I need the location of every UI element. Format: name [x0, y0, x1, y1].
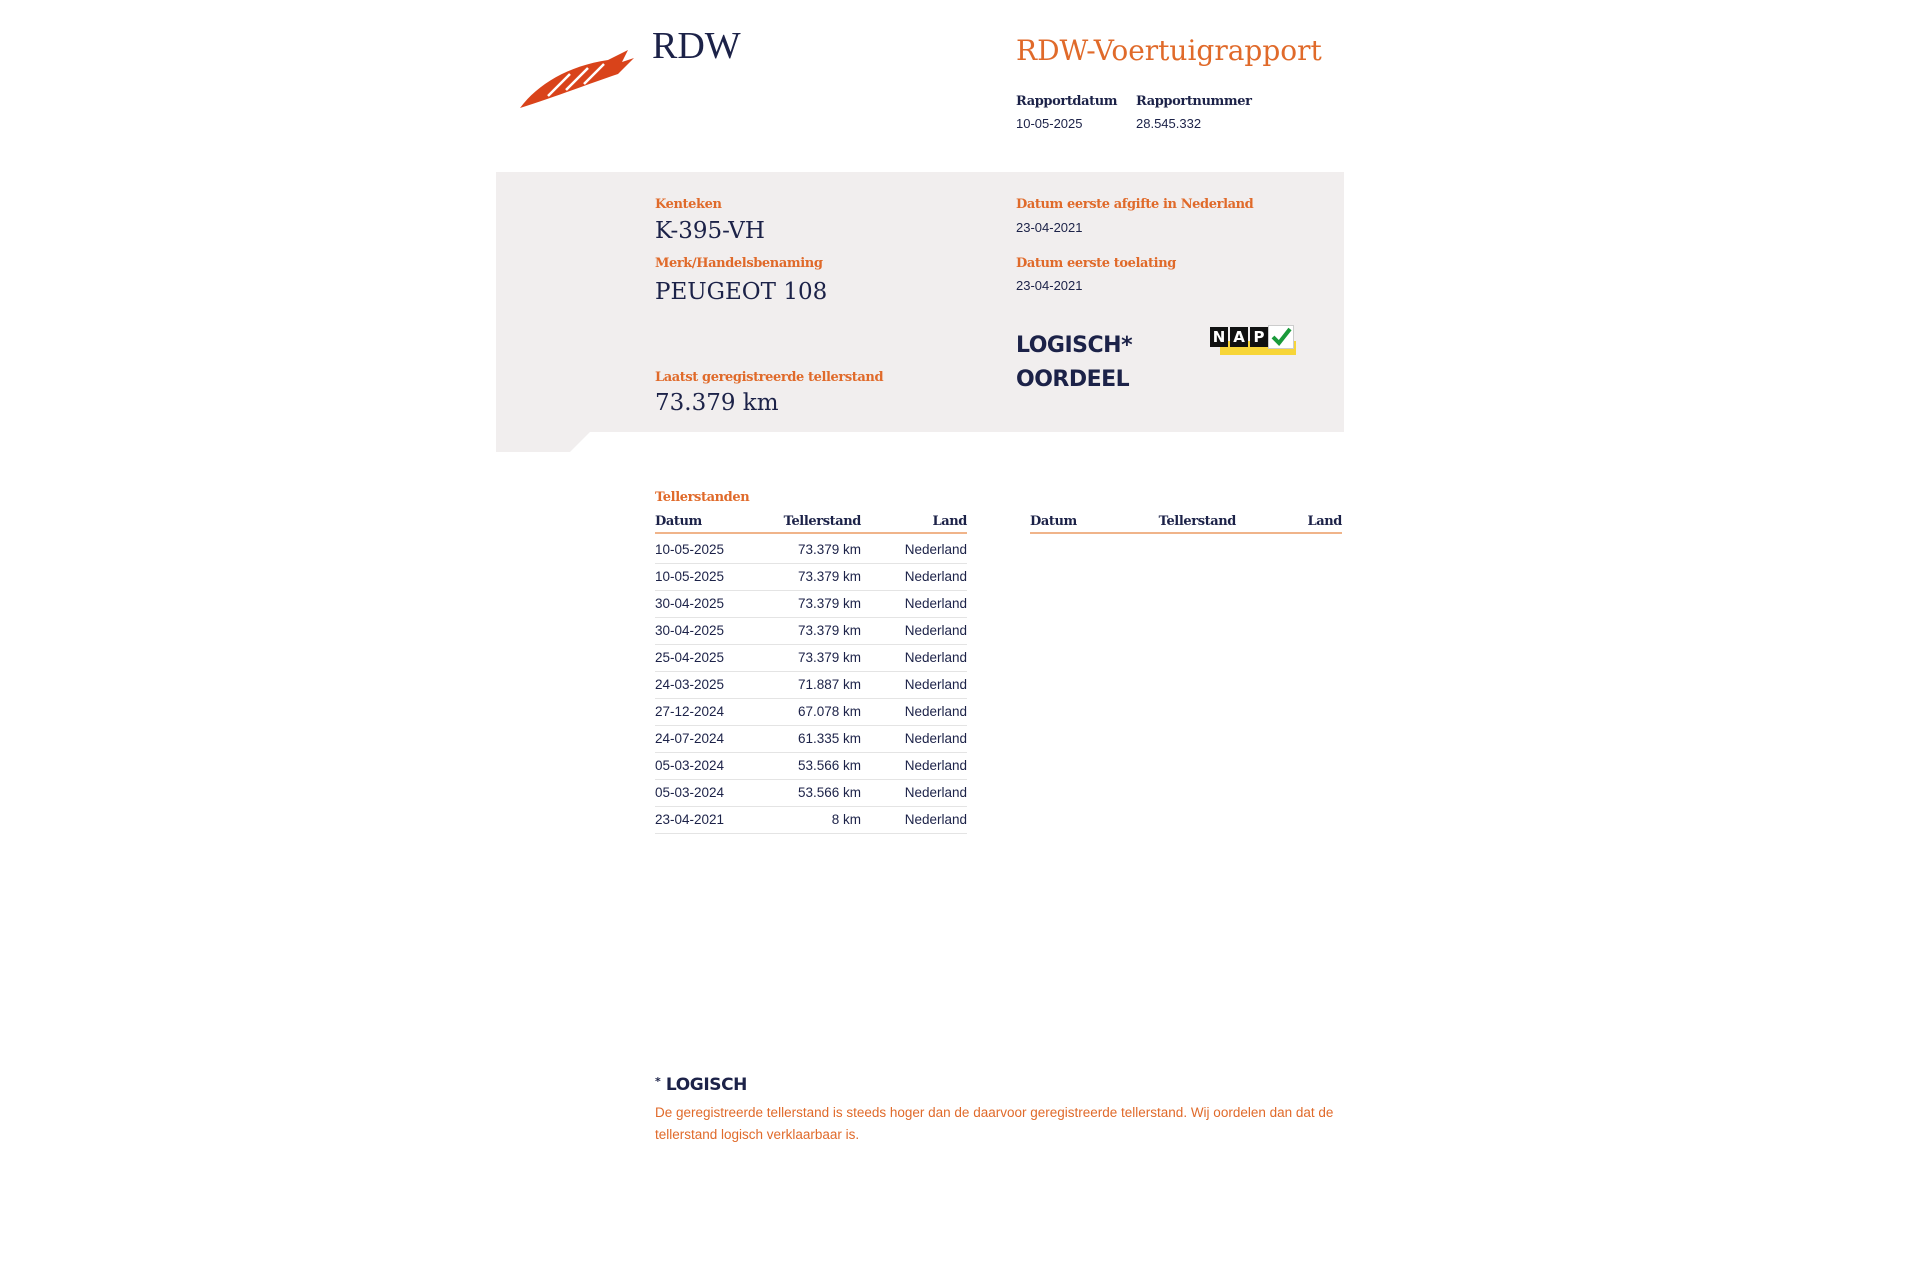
checkmark-icon	[1268, 325, 1294, 349]
table-row: 24-03-2025 71.887 km Nederland	[655, 672, 967, 699]
odometer-section-title: Tellerstanden	[655, 490, 750, 505]
make-label: Merk/Handelsbenaming	[655, 256, 823, 271]
report-date-label: Rapportdatum	[1016, 94, 1118, 109]
first-registration-nl-label: Datum eerste afgifte in Nederland	[1016, 197, 1254, 212]
first-registration-nl: 23-04-2021	[1016, 220, 1083, 235]
table-row: 05-03-2024 53.566 km Nederland	[655, 753, 967, 780]
odometer-table-header-left	[655, 514, 967, 534]
table-row: 23-04-2021 8 km Nederland	[655, 807, 967, 834]
vehicle-make: PEUGEOT 108	[655, 279, 828, 305]
brand-name: RDW	[652, 25, 741, 67]
table-row: 30-04-2025 73.379 km Nederland	[655, 618, 967, 645]
report-date: 10-05-2025	[1016, 116, 1083, 131]
last-odometer-value: 73.379 km	[655, 390, 779, 416]
license-plate: K-395-VH	[655, 218, 765, 244]
odometer-rows	[655, 537, 967, 834]
nap-letter-p: P	[1250, 327, 1268, 347]
vehicle-summary-panel	[496, 172, 1344, 452]
col-country: Land	[932, 514, 967, 529]
verdict-line-2: OORDEEL	[1016, 367, 1130, 392]
footnote-title-text: LOGISCH	[665, 1075, 747, 1095]
col-reading: Tellerstand	[783, 514, 861, 529]
footnote-text: De geregistreerde tellerstand is steeds hoger dan de daarvoor geregistreerde tellerstand. Wij oordelen dan dat de tellerstand logisch verklaarbaar is.	[655, 1105, 1334, 1142]
table-row: 24-07-2024 61.335 km Nederland	[655, 726, 967, 753]
table-row: 10-05-2025 73.379 km Nederland	[655, 537, 967, 564]
verdict-line-1: LOGISCH*	[1016, 333, 1133, 358]
footnote-title	[655, 1075, 747, 1095]
col-date: Datum	[655, 514, 702, 529]
plate-label: Kenteken	[655, 197, 722, 212]
col-date-2: Datum	[1030, 514, 1077, 529]
report-number: 28.545.332	[1136, 116, 1202, 131]
table-row: 30-04-2025 73.379 km Nederland	[655, 591, 967, 618]
first-admission: 23-04-2021	[1016, 278, 1083, 293]
odometer-table-header-right	[1030, 514, 1342, 534]
table-row: 10-05-2025 73.379 km Nederland	[655, 564, 967, 591]
col-country-2: Land	[1307, 514, 1342, 529]
first-admission-label: Datum eerste toelating	[1016, 256, 1176, 271]
col-reading-2: Tellerstand	[1158, 514, 1236, 529]
verdict	[1016, 329, 1132, 397]
table-row: 27-12-2024 67.078 km Nederland	[655, 699, 967, 726]
report-title: RDW-Voertuigrapport	[1016, 34, 1322, 67]
report-number-label: Rapportnummer	[1136, 94, 1252, 109]
last-odometer-label: Laatst geregistreerde tellerstand	[655, 370, 884, 385]
nap-badge	[1210, 325, 1298, 361]
table-row: 05-03-2024 53.566 km Nederland	[655, 780, 967, 807]
table-row: 25-04-2025 73.379 km Nederland	[655, 645, 967, 672]
nap-letter-n: N	[1210, 327, 1228, 347]
nap-letter-a: A	[1230, 327, 1248, 347]
rdw-logo-icon	[518, 44, 636, 112]
footnote-marker: *	[655, 1075, 661, 1088]
